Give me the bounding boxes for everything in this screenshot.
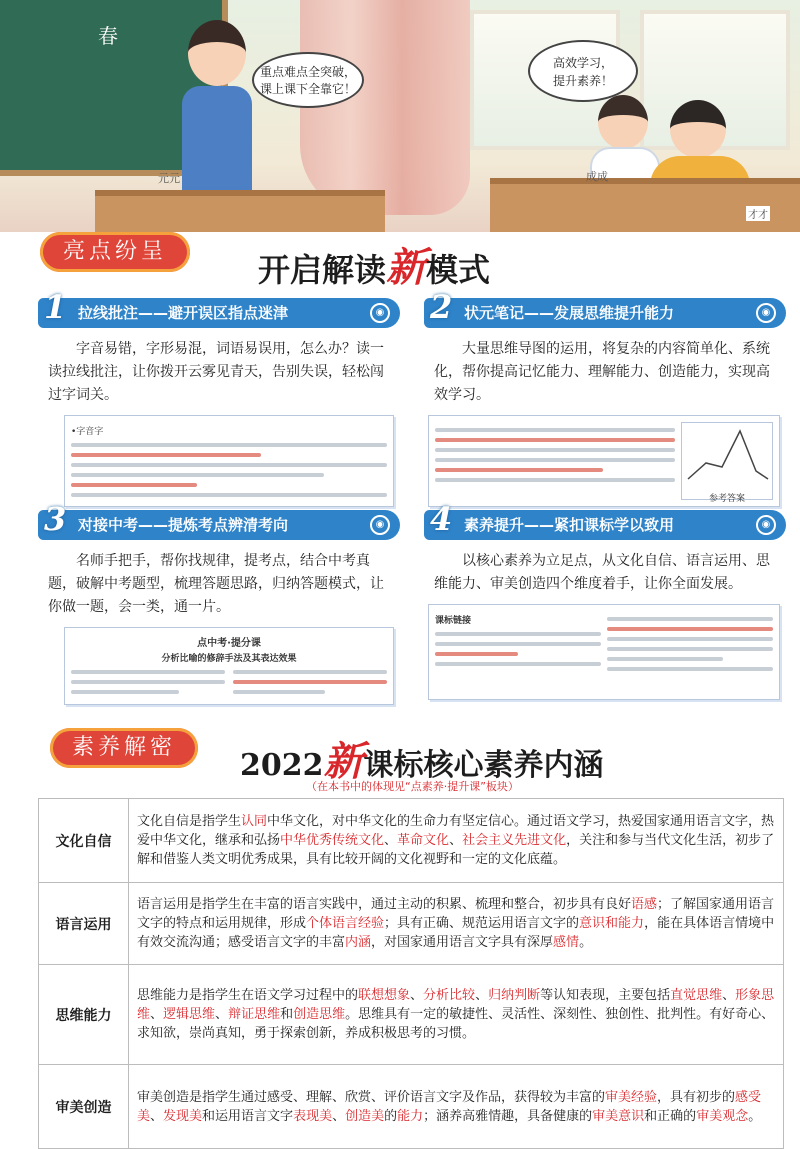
highlighted-term: 创造思维 xyxy=(293,1007,346,1022)
curtain xyxy=(300,0,470,215)
card-description: 大量思维导图的运用，将复杂的内容简单化、系统化，帮你提高记忆能力、理解能力、创造能力，实现高效学习。 xyxy=(434,341,770,403)
description-text: 审美创造是指学生通过感受、理解、欣赏、评价语言文字及作品，获得较为丰富的 xyxy=(137,1089,606,1105)
description-text: 、 xyxy=(449,833,463,848)
speaker-icon: ◉ xyxy=(370,303,390,323)
section-badge-highlights: 亮点纷呈 xyxy=(40,232,190,272)
name-tag-boy2: 才才 xyxy=(746,206,770,221)
description-text: ，能在具体语言情境中有效交流沟通；感受语言文字的丰富 xyxy=(137,916,775,950)
highlighted-term: 革命文化 xyxy=(397,833,450,848)
core-literacy-name: 审美创造 xyxy=(39,1065,129,1149)
section-subnote: （在本书中的体现见“点素养·提升课”板块） xyxy=(306,780,519,793)
section-title-highlights: 开启解读新模式 xyxy=(258,244,491,291)
description-text: 的 xyxy=(384,1108,398,1124)
card-number: 2 xyxy=(430,288,453,326)
highlighted-term: 内涵 xyxy=(345,935,372,950)
card-header xyxy=(424,500,786,540)
desk xyxy=(95,190,385,232)
card-header xyxy=(38,288,400,328)
description-text: 中华文化，对中华文化的生命力有坚定信心。通过语文学习，热爱国家通用语言文字，热爱中华文化，继承和弘扬 xyxy=(137,814,775,848)
thumbnail-label: 参考答案 xyxy=(708,494,745,504)
name-tag-boy: 成成 xyxy=(586,170,608,183)
new-character: 新 xyxy=(323,738,364,785)
card-description: 名师手把手，帮你找规律，提考点，结合中考真题，破解中考题型，梳理答题思路，归纳答题模式，让你做一题，会一类，通一片。 xyxy=(48,553,384,615)
core-literacy-description xyxy=(129,1065,784,1149)
description-text: 和运用语言文字 xyxy=(202,1108,294,1124)
table-row xyxy=(39,799,784,883)
description-text: ；了解国家通用语言文字的特点和运用规律，形成 xyxy=(137,897,775,931)
highlighted-term: 个体语言经验 xyxy=(306,916,385,931)
highlighted-term: 社会主义先进文化 xyxy=(462,833,567,848)
description-text: 思维能力是指学生在语文学习过程中的 xyxy=(137,988,359,1003)
core-literacy-description xyxy=(129,883,784,965)
card-description: 以核心素养为立足点，从文化自信、语言运用、思维能力、审美创造四个维度着手，让你全面发展。 xyxy=(434,553,770,592)
section-badge-literacy: 素养解密 xyxy=(50,728,198,768)
description-text: ，具有初步的 xyxy=(657,1089,736,1105)
highlighted-term: 审美经验 xyxy=(605,1089,658,1105)
mind-map-curve xyxy=(682,423,772,485)
description-text: ；具有正确、规范运用语言文字的 xyxy=(384,916,580,931)
thumbnail-title: 点中考·提分课 xyxy=(197,638,261,649)
description-text: 、 xyxy=(332,1108,346,1124)
speech-bubble-student: 高效学习， 提升素养！ xyxy=(528,40,638,102)
thumbnail-subtitle: 分析比喻的修辞手法及其表达效果 xyxy=(161,654,297,664)
thumbnail-label: •字音字 xyxy=(71,427,104,437)
card-header xyxy=(38,500,400,540)
card-number: 3 xyxy=(44,500,67,538)
core-literacy-name: 语言运用 xyxy=(39,883,129,965)
feature-card-literacy xyxy=(424,500,786,700)
description-text: 、 xyxy=(215,1007,229,1022)
description-text: 、 xyxy=(150,1108,164,1124)
core-literacy-name: 文化自信 xyxy=(39,799,129,883)
description-text: 、 xyxy=(150,1007,164,1022)
table-row xyxy=(39,965,784,1065)
description-text: 和正确的 xyxy=(644,1108,697,1124)
description-text: ；涵养高雅情趣，具备健康的 xyxy=(423,1108,593,1124)
core-literacy-table xyxy=(38,798,784,1149)
highlighted-term: 归纳判断 xyxy=(488,988,541,1003)
highlighted-term: 意识和能力 xyxy=(579,916,645,931)
card-header xyxy=(424,288,786,328)
highlighted-term: 发现美 xyxy=(163,1108,203,1124)
highlighted-term: 联想想象 xyxy=(358,988,411,1003)
description-text: ，关注和参与当代文化生活，初步了解和借鉴人类文明优秀成果，具有比较开阔的文化视野和一定的文化底蕴。 xyxy=(137,833,775,867)
card-sample-thumbnail xyxy=(428,415,780,507)
highlighted-term: 感情 xyxy=(553,935,580,950)
highlighted-term: 逻辑思维 xyxy=(163,1007,216,1022)
speaker-icon: ◉ xyxy=(370,515,390,535)
description-text: ，对国家通用语言文字具有深厚 xyxy=(371,935,554,950)
highlighted-term: 感受美 xyxy=(137,1089,762,1124)
highlighted-term: 审美观念 xyxy=(696,1108,749,1124)
highlighted-term: 语感 xyxy=(631,897,658,912)
desk xyxy=(490,178,800,232)
highlighted-term: 表现美 xyxy=(293,1108,333,1124)
highlighted-term: 创造美 xyxy=(345,1108,385,1124)
hero-illustration xyxy=(0,0,800,232)
description-text: 和 xyxy=(280,1007,294,1022)
table-row xyxy=(39,883,784,965)
highlighted-term: 分析比较 xyxy=(423,988,476,1003)
card-description: 字音易错，字形易混，词语易误用，怎么办？读一读拉线批注，让你拨开云雾见青天，告别失误，轻松闯过字词关。 xyxy=(48,341,384,403)
highlighted-term: 辩证思维 xyxy=(228,1007,281,1022)
card-title: 对接中考——提炼考点辨清考向 xyxy=(78,516,289,534)
card-sample-thumbnail xyxy=(64,415,394,507)
card-sample-thumbnail xyxy=(64,627,394,705)
description-text: 、 xyxy=(410,988,424,1003)
description-text: 。 xyxy=(748,1108,762,1124)
speaker-icon: ◉ xyxy=(756,303,776,323)
speech-bubble-teacher: 重点难点全突破， 课上课下全靠它！ xyxy=(252,52,364,108)
highlighted-term: 认同 xyxy=(241,814,268,829)
highlighted-term: 直觉思维 xyxy=(670,988,723,1003)
highlighted-term: 中华优秀传统文化 xyxy=(280,833,385,848)
card-sample-thumbnail xyxy=(428,604,780,700)
feature-card-notes xyxy=(424,288,786,507)
description-text: 、 xyxy=(475,988,489,1003)
new-character: 新 xyxy=(386,244,427,291)
table-row xyxy=(39,1065,784,1149)
description-text: 、 xyxy=(722,988,736,1003)
thumbnail-label: 课标链接 xyxy=(435,616,472,626)
card-title: 拉线批注——避开误区指点迷津 xyxy=(78,304,289,322)
card-title: 状元笔记——发展思维提升能力 xyxy=(464,304,675,322)
speaker-icon: ◉ xyxy=(756,515,776,535)
teacher-girl-figure xyxy=(170,10,262,200)
description-text: 。 xyxy=(579,935,593,950)
description-text: 语言运用是指学生在丰富的语言实践中，通过主动的积累、梳理和整合，初步具有良好 xyxy=(137,897,632,912)
core-literacy-description xyxy=(129,965,784,1065)
feature-card-exam xyxy=(38,500,400,705)
description-text: 、 xyxy=(384,833,398,848)
core-literacy-description xyxy=(129,799,784,883)
name-tag-girl: 元元 xyxy=(158,172,180,185)
core-literacy-name: 思维能力 xyxy=(39,965,129,1065)
highlighted-term: 能力 xyxy=(397,1108,424,1124)
card-title: 素养提升——紧扣课标学以致用 xyxy=(464,516,675,534)
description-text: 文化自信是指学生 xyxy=(137,814,242,829)
description-text: 。思维具有一定的敏捷性、灵活性、深刻性、独创性、批判性。有好奇心、求知欲，崇尚真知，勇于探索创新，养成积极思考的习惯。 xyxy=(137,1007,775,1041)
feature-card-annotation xyxy=(38,288,400,507)
highlighted-term: 审美意识 xyxy=(592,1108,645,1124)
description-text: 等认知表现，主要包括 xyxy=(540,988,671,1003)
blackboard-character: 春 xyxy=(98,24,118,48)
card-number: 1 xyxy=(44,288,67,326)
highlighted-term: 形象思维 xyxy=(137,988,775,1022)
card-number: 4 xyxy=(430,500,453,538)
mind-map-diagram xyxy=(681,422,773,504)
section-title-literacy: 2022新课标核心素养内涵 xyxy=(240,738,604,785)
